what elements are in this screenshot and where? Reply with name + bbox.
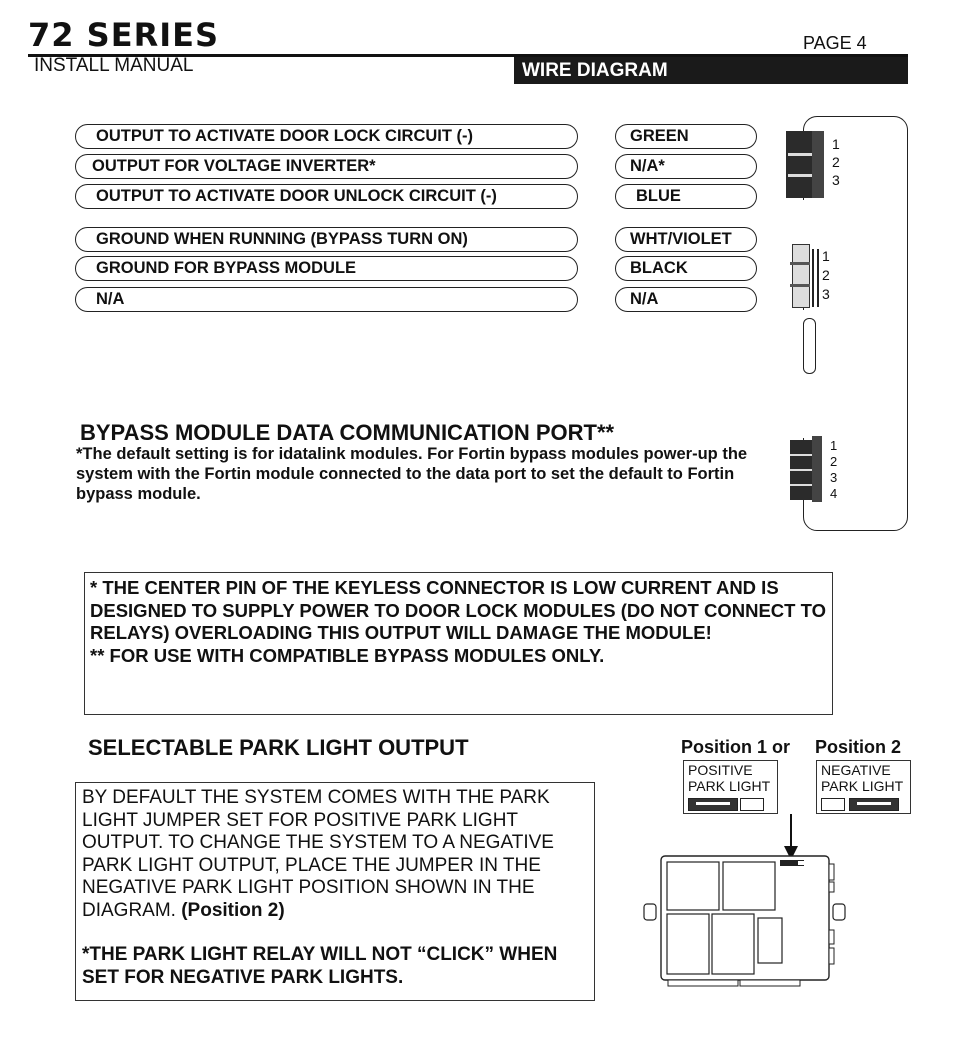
jumper-pin: [821, 798, 845, 811]
park-light-note: *THE PARK LIGHT RELAY WILL NOT “CLICK” WHEN SET FOR NEGATIVE PARK LIGHTS.: [82, 944, 558, 988]
wire-color: GREEN: [615, 124, 757, 149]
warning-text: * THE CENTER PIN OF THE KEYLESS CONNECTOR IS LOW CURRENT AND IS DESIGNED TO SUPPLY POWER TO DOOR LOCK MODULES (DO NOT CONNECT TO RELAYS) OVERLOADING THIS OUTPUT WILL DAMAGE THE MODULE!: [90, 577, 826, 643]
wire-label: GROUND WHEN RUNNING (BYPASS TURN ON): [75, 227, 578, 252]
wire-color: N/A*: [615, 154, 757, 179]
pin-number: 2: [832, 154, 840, 170]
wire-label: OUTPUT TO ACTIVATE DOOR LOCK CIRCUIT (-): [75, 124, 578, 149]
wire-label: N/A: [75, 287, 578, 312]
pin-number: 4: [830, 486, 838, 501]
middle-plug: [792, 244, 810, 308]
wire-color: BLACK: [615, 256, 757, 281]
jumper-pin: [740, 798, 764, 811]
pin-number: 2: [830, 454, 838, 469]
module-board-diagram: [640, 852, 850, 988]
pin-number: 1: [830, 438, 838, 453]
bypass-port-note: *The default setting is for idatalink modules. For Fortin bypass modules power-up the system with the Fortin module connected to the data port to set the default to Fortin bypass module.: [76, 445, 748, 503]
pin-number: 3: [830, 470, 838, 485]
park-light-instructions: [75, 782, 595, 1001]
document-subtitle: INSTALL MANUAL: [34, 55, 194, 76]
document-title: 72 SERIES: [28, 16, 220, 54]
position-2-label: Position 2: [815, 737, 902, 757]
warning-box: [84, 572, 833, 715]
wire-color: WHT/VIOLET: [615, 227, 757, 252]
park-light-body: BY DEFAULT THE SYSTEM COMES WITH THE PARK LIGHT JUMPER SET FOR POSITIVE PARK LIGHT OUTPUT. TO CHANGE THE SYSTEM TO A NEGATIVE PARK LIGHT OUTPUT, PLACE THE JUMPER IN THE NEGATIVE PARK LIGHT POSITION SHOWN IN THE DIAGRAM.: [82, 787, 554, 921]
jumper-position-1: POSITIVE PARK LIGHT: [683, 760, 778, 814]
bypass-port-title: BYPASS MODULE DATA COMMUNICATION PORT**: [80, 420, 615, 445]
connector-slot: [803, 318, 816, 374]
section-heading: WIRE DIAGRAM: [514, 57, 908, 84]
top-plug: [786, 131, 812, 198]
page-number: PAGE 4: [803, 33, 867, 53]
wire-label: GROUND FOR BYPASS MODULE: [75, 256, 578, 281]
pin-number: 1: [832, 136, 840, 152]
park-light-title: SELECTABLE PARK LIGHT OUTPUT: [88, 735, 469, 760]
pin-number: 3: [832, 172, 840, 188]
warning-footnote: ** FOR USE WITH COMPATIBLE BYPASS MODULES ONLY.: [90, 644, 605, 666]
position-1-label: Position 1 or: [681, 737, 791, 757]
park-light-position-ref: (Position 2): [181, 899, 285, 921]
wire-label: OUTPUT TO ACTIVATE DOOR UNLOCK CIRCUIT (-): [75, 184, 578, 209]
wire-label: OUTPUT FOR VOLTAGE INVERTER*: [75, 154, 578, 179]
pin-number: 2: [822, 267, 830, 283]
pin-number: 3: [822, 286, 830, 302]
wire-color: BLUE: [615, 184, 757, 209]
wire-color: N/A: [615, 287, 757, 312]
jumper-position-2: NEGATIVE PARK LIGHT: [816, 760, 911, 814]
pin-number: 1: [822, 248, 830, 264]
